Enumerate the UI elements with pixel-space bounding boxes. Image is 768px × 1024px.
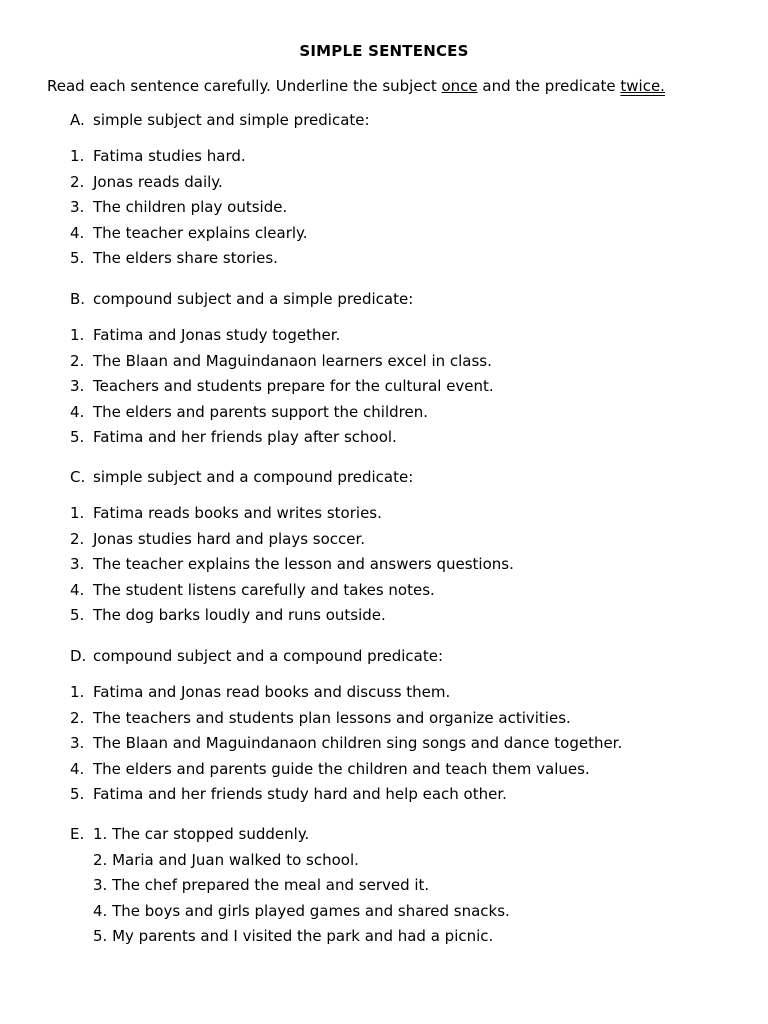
item-number: 1. [70, 683, 85, 701]
section-heading [70, 110, 750, 130]
instructions-text-2: and the predicate [477, 77, 621, 95]
item-text: Jonas studies hard and plays soccer. [93, 529, 366, 548]
list-item [70, 144, 750, 170]
list-item [70, 578, 750, 604]
item-number: 2. [70, 172, 85, 191]
section-c [70, 467, 750, 629]
section-letter: A. [70, 111, 85, 129]
list-item [70, 323, 750, 349]
instructions-twice: twice. [620, 77, 665, 95]
item-text: The Blaan and Maguindanaon learners excel in class. [93, 351, 492, 370]
item-text: Fatima reads books and writes stories. [93, 504, 382, 522]
item-text: The elders and parents support the children. [93, 402, 428, 421]
item-number: 3. [70, 377, 85, 395]
item-number: 5. [70, 428, 85, 446]
list-item: 5. My parents and I visited the park and had a picnic. [93, 927, 494, 945]
instructions-text: Read each sentence carefully. Underline the subject [47, 77, 442, 95]
item-text: The children play outside. [93, 198, 288, 216]
list-item [70, 706, 750, 732]
item-text: The student listens carefully and takes notes. [93, 580, 435, 599]
section-d [70, 646, 750, 808]
list-item [70, 501, 750, 527]
item-text: The Blaan and Maguindanaon children sing songs and dance together. [93, 734, 623, 752]
section-heading [70, 467, 750, 487]
list-item: 2. Maria and Juan walked to school. [93, 850, 359, 869]
item-text: Fatima and her friends study hard and help each other. [93, 785, 507, 803]
item-number: 4. [70, 580, 85, 599]
list-item [70, 680, 750, 706]
item-number: 3. [70, 734, 85, 752]
item-text: The elders and parents guide the children and teach them values. [93, 759, 590, 778]
section-e-list [93, 822, 510, 950]
list-item [70, 195, 750, 221]
item-number: 3. [70, 198, 85, 216]
list-item [70, 246, 750, 272]
section-e [70, 822, 750, 950]
item-text: The teacher explains clearly. [93, 223, 308, 242]
item-number: 2. [70, 351, 85, 370]
list-item [70, 527, 750, 553]
section-title: compound subject and a simple predicate: [93, 290, 414, 308]
section-title: simple subject and simple predicate: [93, 111, 370, 129]
list-item [70, 374, 750, 400]
list-item [70, 170, 750, 196]
list-item [70, 425, 750, 451]
list-item [70, 757, 750, 783]
item-number: 5. [70, 785, 85, 803]
list-item [70, 400, 750, 426]
list-item [70, 731, 750, 757]
section-title: compound subject and a compound predicate: [93, 647, 444, 665]
item-number: 2. [70, 529, 85, 548]
item-number: 5. [70, 606, 85, 624]
item-number: 5. [70, 249, 85, 267]
section-e-body [70, 822, 750, 950]
item-text: Fatima and Jonas read books and discuss them. [93, 683, 451, 701]
list-item [70, 349, 750, 375]
list-item [70, 552, 750, 578]
instructions-once: once [441, 77, 478, 95]
section-b [70, 289, 750, 451]
item-text: The dog barks loudly and runs outside. [93, 606, 386, 624]
section-letter: C. [70, 468, 86, 486]
page-title: SIMPLE SENTENCES [299, 42, 469, 60]
section-title: simple subject and a compound predicate: [93, 468, 414, 486]
item-text: Teachers and students prepare for the cultural event. [93, 377, 494, 395]
item-number: 2. [70, 708, 85, 727]
section-letter: B. [70, 290, 86, 308]
list-item [70, 221, 750, 247]
item-number: 4. [70, 402, 85, 421]
list-item: 4. The boys and girls played games and shared snacks. [93, 901, 510, 920]
instructions [47, 77, 665, 95]
item-text: Fatima studies hard. [93, 147, 246, 165]
item-number: 1. [70, 147, 85, 165]
item-text: The elders share stories. [93, 249, 278, 267]
list-item [70, 603, 750, 629]
item-number: 3. [70, 555, 85, 573]
item-text: Fatima and Jonas study together. [93, 326, 341, 344]
item-number: 4. [70, 223, 85, 242]
item-text: The teachers and students plan lessons and organize activities. [93, 708, 571, 727]
section-heading [70, 289, 750, 309]
list-item: 3. The chef prepared the meal and served it. [93, 876, 430, 894]
item-number: 4. [70, 759, 85, 778]
item-number: 1. [70, 326, 85, 344]
section-letter: D. [70, 647, 87, 665]
list-item [70, 782, 750, 808]
list-item: 1. The car stopped suddenly. [93, 825, 310, 843]
item-text: Jonas reads daily. [93, 172, 223, 191]
section-a [70, 110, 750, 272]
item-text: The teacher explains the lesson and answers questions. [93, 555, 514, 573]
item-number: 1. [70, 504, 85, 522]
section-letter: E. [70, 825, 85, 843]
item-text: Fatima and her friends play after school. [93, 428, 397, 446]
section-heading [70, 646, 750, 666]
